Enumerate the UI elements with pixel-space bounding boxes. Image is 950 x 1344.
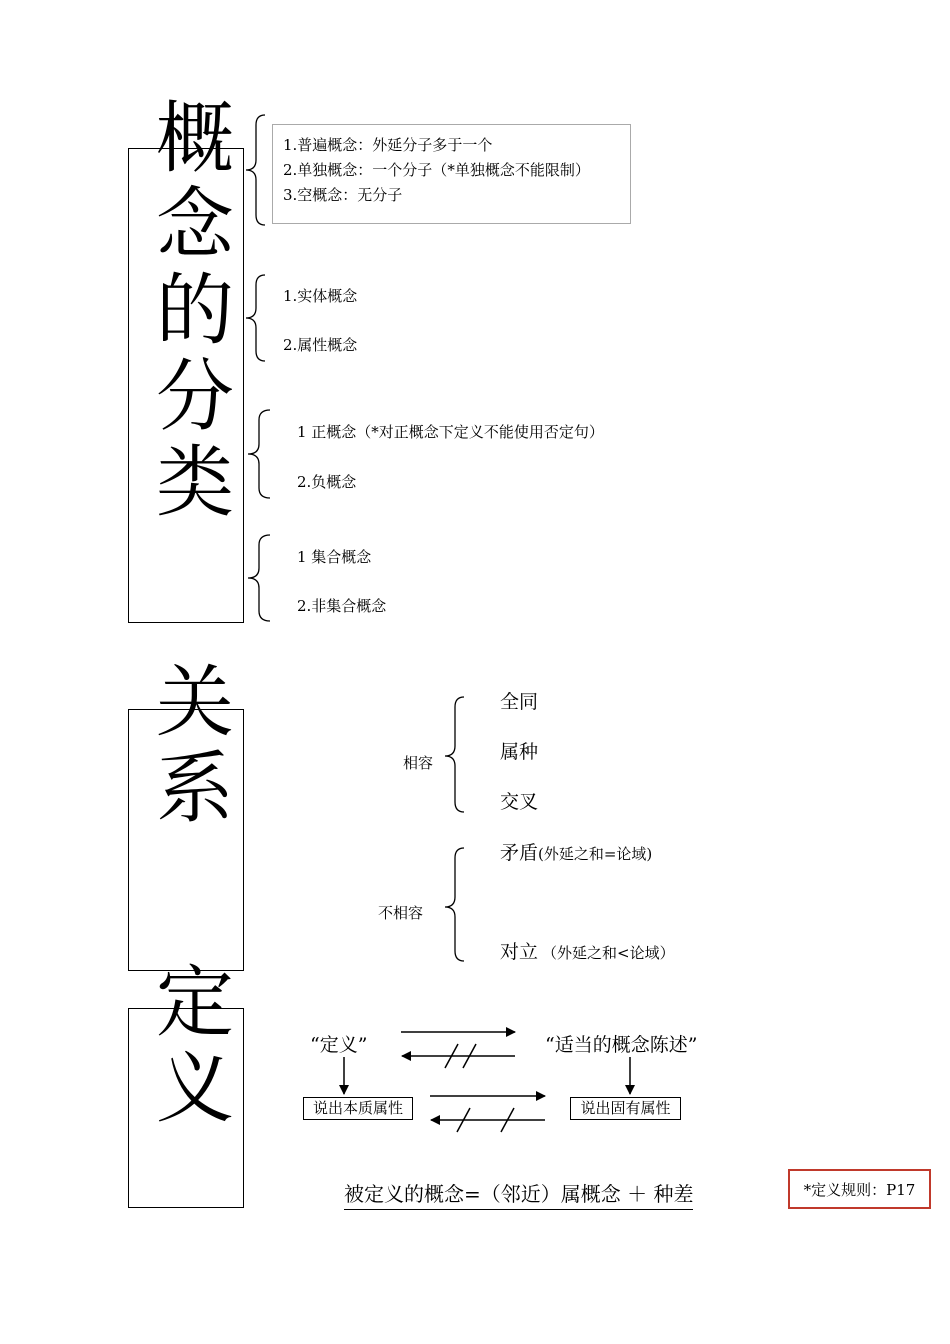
relation-title-char: 关 <box>155 658 234 748</box>
definition-rule-note: *定义规则：P17 <box>788 1169 931 1209</box>
contradiction-note: (外延之和=论域) <box>538 845 653 863</box>
brace-group2 <box>246 275 265 361</box>
classification-title-char: 分 <box>155 352 234 442</box>
incompatible-label: 不相容 <box>378 904 424 922</box>
brace-group4 <box>248 535 270 621</box>
group1-item: 3.空概念：无分子 <box>283 186 403 204</box>
compatible-item: 属种 <box>500 741 539 763</box>
definition-title-char: 义 <box>155 1044 234 1134</box>
classification-title-char: 类 <box>155 438 234 528</box>
relation-title-char: 系 <box>155 744 234 834</box>
group3-item: 2.负概念 <box>297 473 357 491</box>
group1-item: 2.单独概念：一个分子（*单独概念不能限制） <box>283 161 590 179</box>
opposition-term: 对立 <box>500 941 539 963</box>
definition-left-term: “定义” <box>310 1034 368 1056</box>
definition-right-box: 说出固有属性 <box>570 1097 681 1120</box>
brace-group1 <box>246 115 265 225</box>
group2-item: 2.属性概念 <box>283 336 358 354</box>
compatible-item: 全同 <box>500 691 539 713</box>
opposition-note: （外延之和<论域） <box>542 944 675 962</box>
group4-item: 2.非集合概念 <box>297 597 387 615</box>
compatible-label: 相容 <box>403 754 434 772</box>
brace-group3 <box>248 410 270 498</box>
group2-item: 1.实体概念 <box>283 287 358 305</box>
compatible-item: 交叉 <box>500 791 539 813</box>
contradiction-term: 矛盾 <box>500 842 539 864</box>
definition-formula: 被定义的概念=（邻近）属概念 ＋ 种差 <box>344 1178 693 1210</box>
definition-left-box: 说出本质属性 <box>303 1097 413 1120</box>
classification-title-char: 的 <box>155 266 234 356</box>
classification-title-char: 念 <box>155 180 234 270</box>
classification-title-char: 概 <box>155 94 234 184</box>
definition-right-term: “适当的概念陈述” <box>545 1034 698 1056</box>
definition-title-char: 定 <box>155 958 234 1048</box>
group3-item: 1 正概念（*对正概念下定义不能使用否定句） <box>297 423 604 441</box>
brace-incompatible <box>445 848 464 961</box>
group4-item: 1 集合概念 <box>297 548 372 566</box>
brace-compatible <box>445 697 464 812</box>
group1-item: 1.普遍概念：外延分子多于一个 <box>283 136 493 154</box>
